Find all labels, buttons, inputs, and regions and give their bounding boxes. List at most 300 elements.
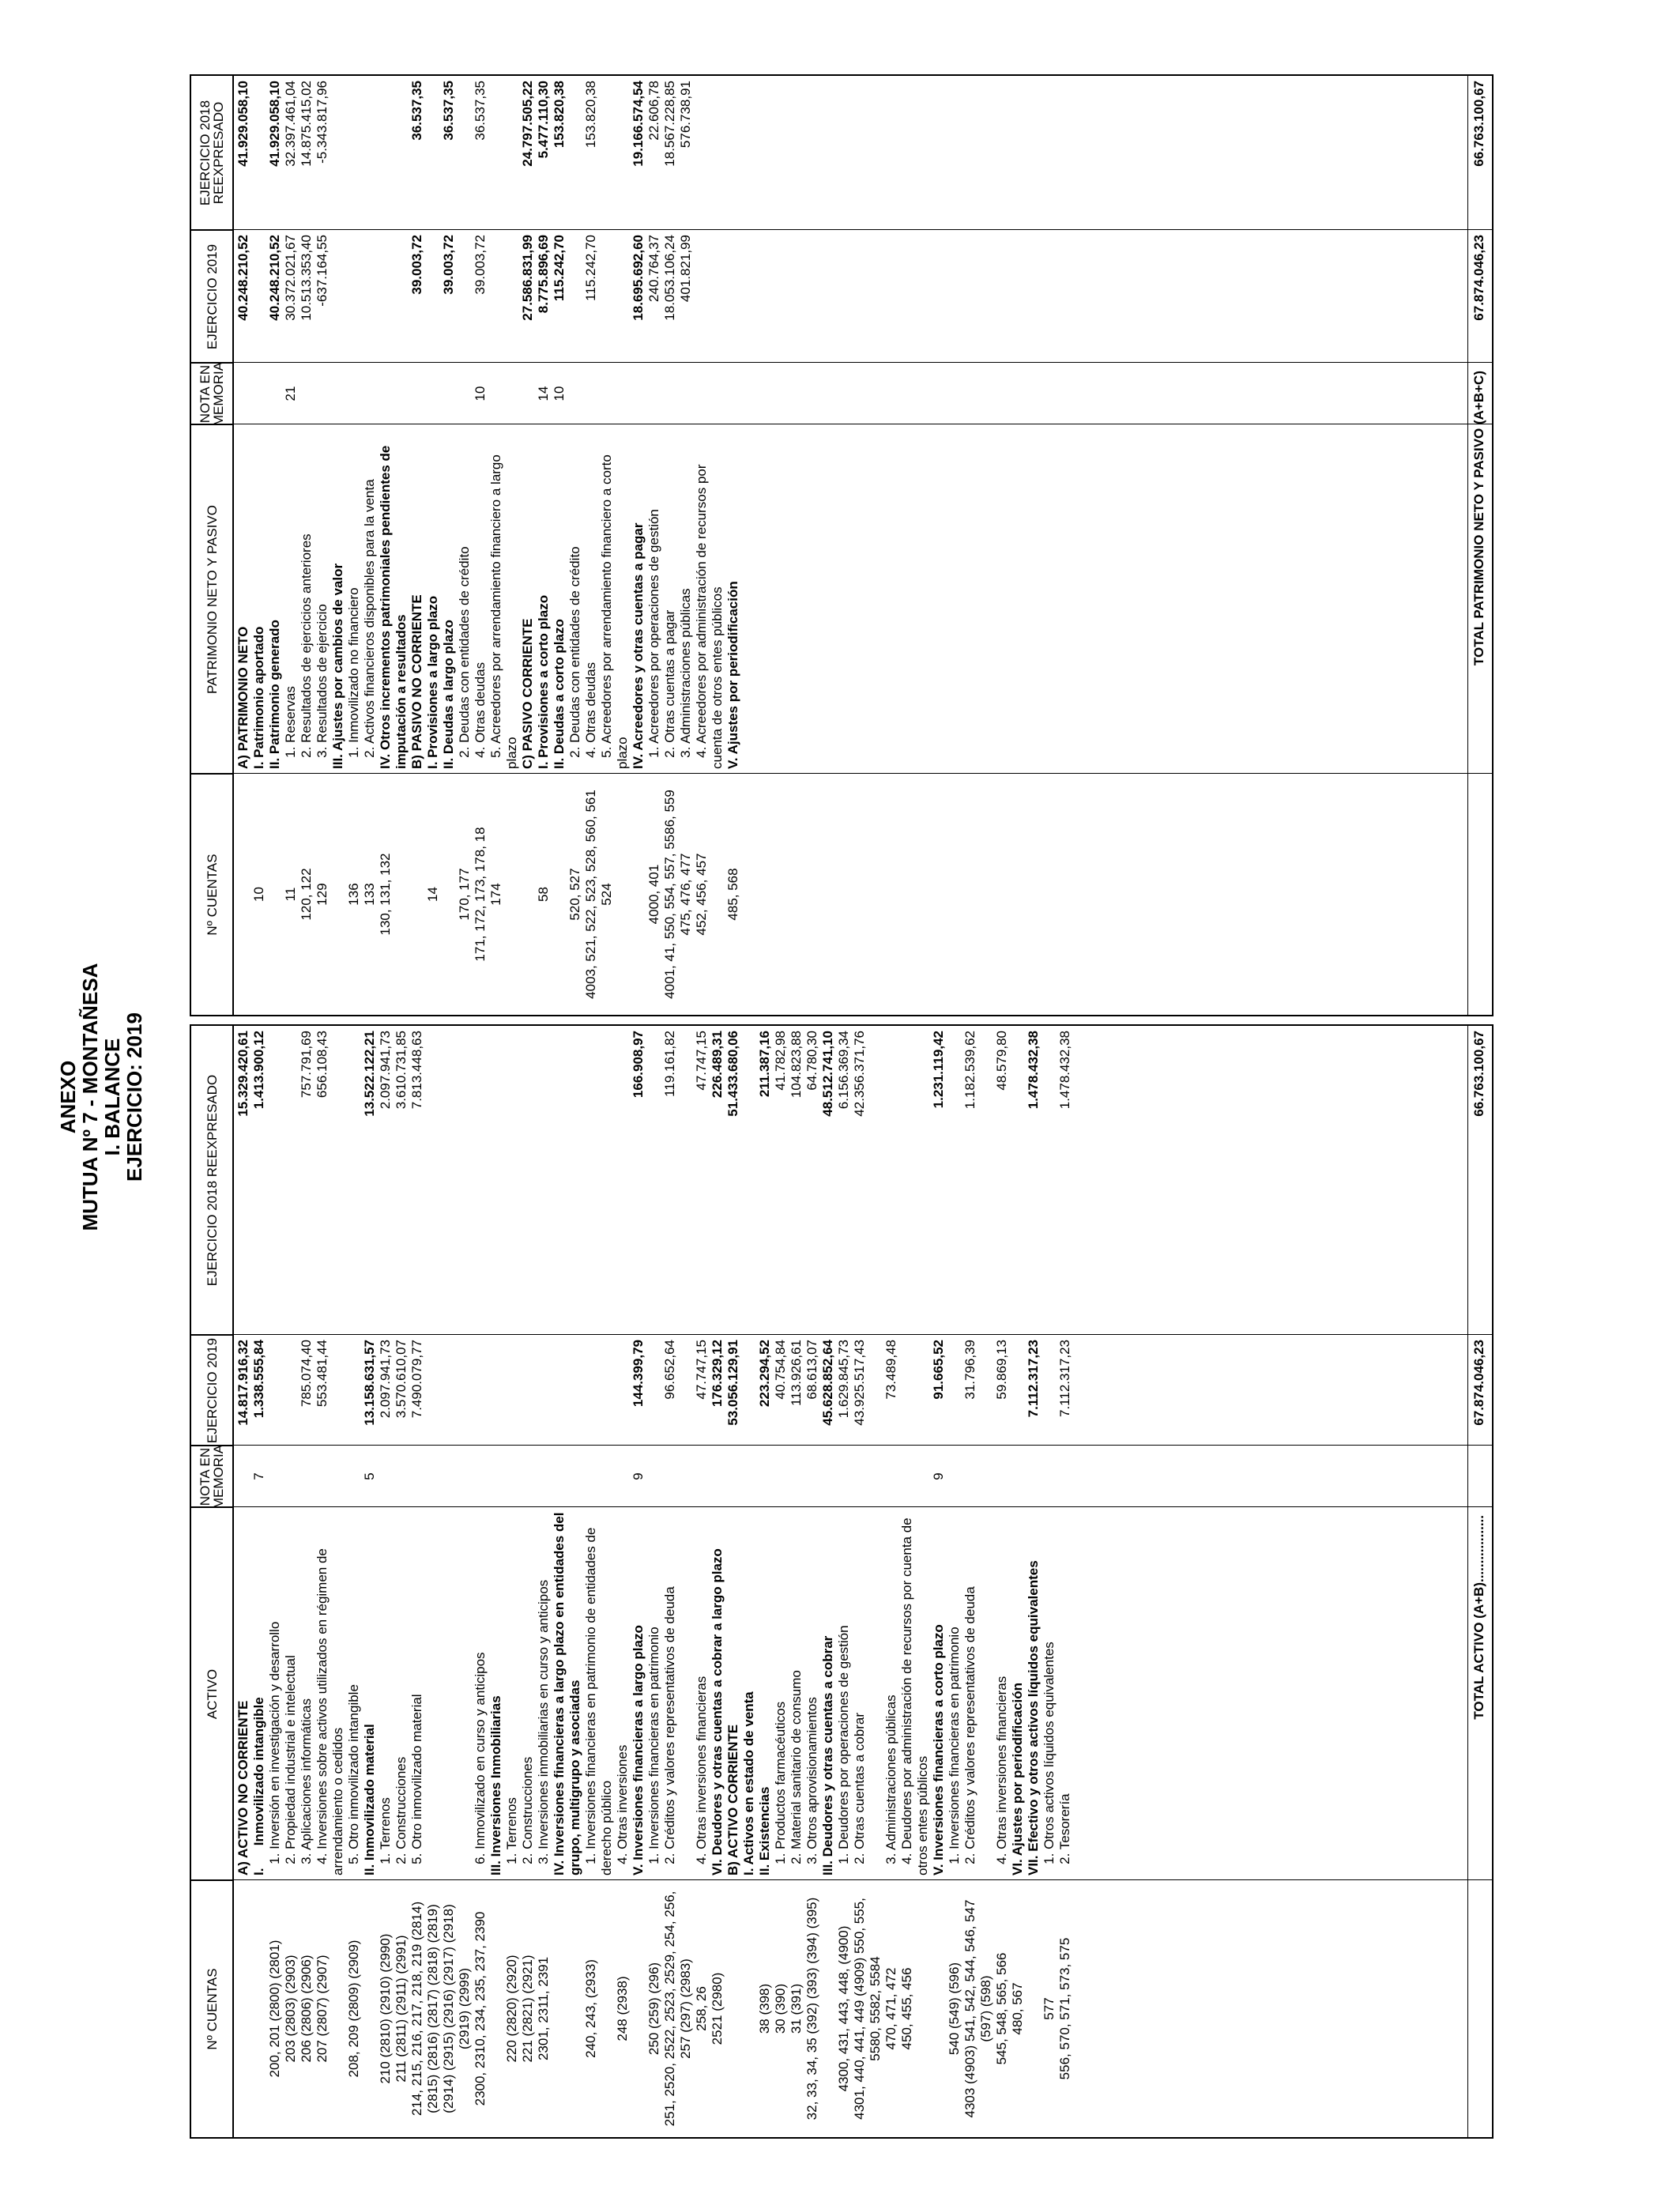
pasivo-row — [488, 76, 520, 1015]
line-item-label: 2. Deudas con entidades de crédito — [457, 546, 472, 769]
amount-2019: 223.294,52 — [757, 1340, 772, 1408]
account-codes: 10 — [251, 887, 266, 902]
activo-table — [190, 1024, 1494, 2139]
activo-row — [962, 1026, 994, 2137]
line-item-label: 1. Deudores por operaciones de gestión — [836, 1625, 851, 1875]
amount-2018: 51.433.680,06 — [725, 1031, 740, 1117]
heading-year: EJERCICIO: 2019 — [122, 1012, 146, 1182]
line-item-label: 4. Acreedores por administración de recursos por cuenta de otros entes públicos — [694, 460, 725, 769]
amount-2019: 8.775.896,69 — [536, 235, 551, 314]
activo-row — [947, 1026, 962, 2137]
account-codes: 520, 527 — [567, 868, 582, 921]
amount-2018: 36.537,35 — [441, 81, 456, 141]
account-codes — [552, 774, 567, 1015]
line-item-label: I. Inmovilizado intangible — [251, 1697, 266, 1875]
account-codes — [330, 774, 346, 1015]
pasivo-row — [567, 76, 583, 1015]
amount-2019: 7.112.317,23 — [1026, 1340, 1041, 1418]
account-codes: 577 — [1042, 1997, 1057, 2020]
amount-2019: 27.586.831,99 — [520, 235, 535, 321]
activo-row — [473, 1026, 488, 2137]
amount-2019: 40.248.210,52 — [267, 235, 282, 321]
activo-row — [520, 1026, 536, 2137]
amount-2019: 115.242,70 — [583, 235, 598, 301]
amount-2019: 7.112.317,23 — [1057, 1340, 1072, 1417]
amount-2018: 119.161,82 — [662, 1031, 677, 1097]
account-codes — [552, 1880, 583, 2137]
pasivo-row — [583, 76, 599, 1015]
amount-2018: 15.329.420,61 — [235, 1031, 250, 1117]
memo-note: 10 — [552, 386, 567, 401]
pasivo-total-label: TOTAL PATRIMONIO NETO Y PASIVO (A+B+C) — [1471, 371, 1486, 666]
header-nota: NOTA EN MEMORIA — [191, 363, 232, 424]
amount-2019: 30.372.021,67 — [283, 235, 298, 321]
account-codes: 2521 (2980) — [710, 1972, 725, 2045]
line-item-label: 1. Inversión en investigación y desarrollo — [267, 1621, 282, 1875]
line-item-label: 4. Otras inversiones financieras — [694, 1676, 709, 1875]
pasivo-row — [473, 76, 488, 1015]
account-codes — [820, 1880, 836, 2137]
amount-2018: 36.537,35 — [473, 81, 488, 141]
line-item-label: C) PASIVO CORRIENTE — [520, 618, 535, 769]
amount-2018: 41.929.058,10 — [235, 81, 250, 167]
line-item-label: VI. Deudores y otras cuentas a cobrar a largo plazo — [710, 1548, 725, 1875]
line-item-label: VI. Ajustes por periodificación — [1010, 1682, 1025, 1875]
line-item-label: III. Ajustes por cambios de valor — [330, 563, 345, 769]
line-item-label: 3. Aplicaciones informáticas — [299, 1698, 314, 1875]
amount-2018: 41.782,98 — [773, 1031, 788, 1091]
account-codes: 171, 172, 173, 178, 18 — [473, 827, 488, 962]
line-item-label: III. Inversiones Inmobiliarias — [488, 1695, 503, 1875]
activo-row — [883, 1026, 899, 2137]
amount-2018: 36.537,35 — [409, 81, 424, 141]
pasivo-table — [190, 74, 1494, 1016]
line-item-label: 5. Otro inmovilizado material — [409, 1694, 424, 1875]
amount-2018: 153.820,38 — [552, 81, 567, 149]
activo-rows — [235, 1026, 1492, 2137]
line-item-label: IV. Inversiones financieras a largo plazo en entidades del grupo, multigrupo y asociadas — [552, 1508, 582, 1875]
line-item-label: II. Deudas a corto plazo — [552, 619, 567, 769]
activo-row — [315, 1026, 346, 2137]
account-codes: 2301, 2311, 2391 — [536, 1956, 551, 2061]
amount-2018: 1.182.539,62 — [962, 1031, 977, 1110]
line-item-label: 1. Terrenos — [378, 1797, 393, 1875]
account-codes: 120, 122 — [299, 868, 314, 921]
amount-2018: 48.579,80 — [994, 1031, 1009, 1091]
pasivo-row — [299, 76, 315, 1015]
activo-total-label: TOTAL ACTIVO (A+B).................. — [1471, 1515, 1486, 1720]
amount-2019: 240.764,37 — [646, 235, 661, 303]
line-item-label: 1. Inversiones financieras en patrimonio — [947, 1627, 962, 1875]
line-item-label: I. Activos en estado de venta — [741, 1691, 756, 1875]
line-item-label: 4. Otras deudas — [583, 662, 598, 769]
activo-row — [694, 1026, 710, 2137]
pasivo-row — [425, 76, 441, 1015]
memo-note: 9 — [931, 1472, 946, 1480]
line-item-label: 2. Deudas con entidades de crédito — [567, 546, 582, 769]
account-codes: 524 — [599, 883, 614, 906]
activo-row — [646, 1026, 662, 2137]
line-item-label: 4. Otras inversiones financieras — [994, 1676, 1009, 1875]
activo-row — [552, 1026, 583, 2137]
amount-2018: 22.606,78 — [646, 81, 661, 141]
amount-2019: 1.629.845,73 — [836, 1340, 851, 1419]
pasivo-row — [646, 76, 662, 1015]
account-codes: 240, 243, (2933) — [583, 1959, 598, 2058]
amount-2018: 6.156.369,34 — [836, 1031, 851, 1110]
pasivo-row — [599, 76, 631, 1015]
account-codes: 14 — [425, 887, 440, 902]
line-item-label: 2. Créditos y valores representativos de deuda — [662, 1586, 677, 1875]
amount-2018: 166.908,97 — [631, 1031, 646, 1099]
account-codes: 251, 2520, 2522, 2523, 2529, 254, 256, 257 (297) (2983) — [662, 1887, 693, 2127]
line-item-label: B) ACTIVO CORRIENTE — [725, 1724, 740, 1875]
line-item-label: 1. Terrenos — [504, 1797, 519, 1875]
line-item-label: 2. Construcciones — [520, 1756, 535, 1875]
activo-row — [346, 1026, 362, 2137]
activo-row — [267, 1026, 283, 2137]
account-codes: 4300, 431, 443, 448, (4900) — [836, 1925, 851, 2092]
activo-total-row — [1467, 1026, 1492, 2137]
line-item-label: 3. Otros aprovisionamientos — [804, 1697, 819, 1875]
amount-2018: 32.397.461,04 — [283, 81, 298, 167]
memo-note: 7 — [251, 1472, 266, 1480]
activo-row — [789, 1026, 804, 2137]
header-ej2018: EJERCICIO 2018 REEXPRESADO — [204, 1074, 220, 1287]
amount-2018: 64.780,30 — [804, 1031, 819, 1091]
account-codes — [251, 1880, 267, 2137]
amount-2018: 656.108,43 — [315, 1031, 330, 1099]
account-codes: 130, 131, 132 — [378, 853, 393, 936]
account-codes — [631, 1880, 646, 2137]
activo-row — [931, 1026, 947, 2137]
amount-2019: 1.338.555,84 — [251, 1340, 266, 1419]
amount-2019: 39.003,72 — [441, 235, 456, 295]
account-codes: 452, 456, 457 — [694, 853, 709, 936]
account-codes: 4001, 41, 550, 554, 557, 5586, 559 — [662, 790, 677, 999]
amount-2019: 96.652,64 — [662, 1340, 677, 1400]
pasivo-total-2019: 67.874.046,23 — [1471, 235, 1486, 321]
amount-2018: 1.231.119,42 — [931, 1031, 946, 1109]
line-item-label: 3. Administraciones públicas — [678, 588, 693, 769]
pasivo-total-2018: 66.763.100,67 — [1471, 81, 1486, 167]
account-codes: 545, 548, 565, 566 — [994, 1952, 1009, 2065]
line-item-label: 6. Inmovilizado en curso y anticipos — [473, 1652, 488, 1875]
pasivo-row — [283, 76, 299, 1015]
activo-row — [1057, 1026, 1073, 2137]
line-item-label: 2. Tesorería — [1057, 1793, 1072, 1875]
activo-row — [251, 1026, 267, 2137]
header-ej2019: EJERCICIO 2019 — [191, 1335, 232, 1446]
activo-row — [615, 1026, 631, 2137]
pasivo-row — [330, 76, 346, 1015]
amount-2019: 10.513.353,40 — [299, 235, 314, 321]
page-heading — [57, 0, 145, 2194]
account-codes — [931, 1880, 947, 2137]
activo-row — [394, 1026, 409, 2137]
line-item-label: II. Patrimonio generado — [267, 620, 282, 769]
line-item-label: 2. Construcciones — [394, 1756, 409, 1875]
account-codes: 58 — [536, 887, 551, 902]
amount-2018: 19.166.574,54 — [631, 81, 646, 167]
account-codes: 4000, 401 — [646, 864, 661, 925]
amount-2019: 2.097.941,73 — [378, 1340, 393, 1419]
amount-2018: 41.929.058,10 — [267, 81, 282, 167]
amount-2019: 7.490.079,77 — [409, 1340, 424, 1419]
account-codes: 38 (398) — [757, 1983, 772, 2034]
account-codes: 32, 33, 34, 35 (392) (393) (394) (395) — [804, 1897, 819, 2120]
line-item-label: 2. Material sanitario de consumo — [789, 1670, 804, 1875]
account-codes: 30 (390) — [773, 1983, 788, 2034]
activo-row — [836, 1026, 852, 2137]
account-codes: 214, 215, 216, 217, 218, 219 (2814) (2815) (2816) (2817) (2818) (2819) (2914) (2915) (2916) (2917) (2918) (2919) (2999) — [409, 1898, 472, 2117]
amount-2019: 40.248.210,52 — [235, 235, 250, 321]
account-codes — [741, 1880, 757, 2137]
activo-row — [1026, 1026, 1042, 2137]
activo-row — [852, 1026, 883, 2137]
pasivo-row — [346, 76, 362, 1015]
amount-2019: 401.821,99 — [678, 235, 693, 303]
activo-row — [362, 1026, 378, 2137]
header-pasivo: PATRIMONIO NETO Y PASIVO — [191, 424, 232, 774]
heading-annex: ANEXO — [56, 1060, 80, 1134]
amount-2019: 68.613,07 — [804, 1340, 819, 1400]
account-codes: 4301, 440, 441, 449 (4909) 550, 555, 5580, 5582, 5584 — [852, 1894, 883, 2120]
activo-row — [773, 1026, 789, 2137]
activo-row — [488, 1026, 504, 2137]
pasivo-row — [441, 76, 457, 1015]
account-codes — [520, 774, 536, 1015]
pasivo-row — [378, 76, 409, 1015]
activo-row — [409, 1026, 473, 2137]
activo-row — [536, 1026, 552, 2137]
account-codes: 485, 568 — [725, 868, 740, 921]
pasivo-row — [520, 76, 536, 1015]
activo-row — [631, 1026, 646, 2137]
amount-2018: 153.820,38 — [583, 81, 598, 149]
line-item-label: 4. Deudores por administración de recursos por cuenta de otros entes públicos — [899, 1514, 930, 1875]
amount-2019: 47.747,15 — [694, 1340, 709, 1400]
header-cuentas: Nº CUENTAS — [191, 1880, 232, 2137]
amount-2019: 144.399,79 — [631, 1340, 646, 1408]
header-ej2019: EJERCICIO 2019 — [191, 230, 232, 363]
account-codes: 556, 570, 571, 573, 575 — [1057, 1937, 1072, 2080]
line-item-label: 5. Acreedores por arrendamiento financiero a corto plazo — [599, 450, 630, 769]
line-item-label: V. Ajustes por periodificación — [725, 581, 740, 769]
pasivo-row — [267, 76, 283, 1015]
line-item-label: A) PATRIMONIO NETO — [235, 626, 250, 769]
account-codes: 2300, 2310, 234, 235, 237, 2390 — [473, 1911, 488, 2106]
account-codes: 133 — [362, 883, 377, 906]
amount-2019: 18.695.692,60 — [631, 235, 646, 321]
line-item-label: 5. Otro inmovilizado intangible — [346, 1684, 361, 1875]
amount-2019: 45.628.852,64 — [820, 1340, 835, 1426]
amount-2019: 39.003,72 — [409, 235, 424, 295]
line-item-label: 1. Inmovilizado no financiero — [346, 587, 361, 769]
pasivo-row — [362, 76, 378, 1015]
line-item-label: 2. Créditos y valores representativos de deuda — [962, 1586, 977, 1875]
account-codes: 450, 455, 456 — [899, 1967, 914, 2050]
line-item-label: 3. Resultados de ejercicio — [315, 604, 330, 769]
amount-2018: -5.343.817,96 — [315, 81, 330, 164]
line-item-label: 1. Inversiones financieras en patrimonio — [646, 1627, 661, 1875]
activo-row — [741, 1026, 757, 2137]
account-codes: 206 (2806) (2906) — [299, 1955, 314, 2063]
account-codes: 4003, 521, 522, 523, 528, 560, 561 — [583, 790, 598, 999]
line-item-label: 1. Acreedores por operaciones de gestión — [646, 509, 661, 769]
activo-row — [725, 1026, 741, 2137]
amount-2019: 40.754,84 — [773, 1340, 788, 1400]
amount-2019: 59.869,13 — [994, 1340, 1009, 1400]
amount-2018: 42.356.371,76 — [852, 1031, 867, 1117]
amount-2019: 115.242,70 — [552, 235, 567, 302]
pasivo-row — [235, 76, 251, 1015]
amount-2018: 1.478.432,38 — [1057, 1031, 1072, 1110]
line-item-label: I. Provisiones a largo plazo — [425, 595, 440, 769]
amount-2018: 5.477.110,30 — [536, 81, 551, 159]
activo-row — [583, 1026, 615, 2137]
amount-2018: 3.610.731,85 — [394, 1031, 409, 1110]
amount-2019: 53.056.129,91 — [725, 1340, 740, 1426]
account-codes — [1026, 1880, 1042, 2137]
line-item-label: 3. Inversiones inmobiliarias en curso y anticipos — [536, 1579, 551, 1875]
activo-row — [757, 1026, 773, 2137]
amount-2019: 3.570.610,07 — [394, 1340, 409, 1419]
line-item-label: A) ACTIVO NO CORRIENTE — [235, 1700, 250, 1875]
amount-2019: 113.926,61 — [789, 1340, 804, 1406]
activo-total-2018: 66.763.100,67 — [1471, 1031, 1486, 1117]
amount-2018: 576.738,91 — [678, 81, 693, 149]
account-codes — [725, 1880, 741, 2137]
amount-2019: 91.665,52 — [931, 1340, 946, 1400]
header-cuentas: Nº CUENTAS — [191, 774, 232, 1015]
amount-2018: 13.522.122,21 — [362, 1031, 377, 1117]
pasivo-row — [315, 76, 330, 1015]
line-item-label: V. Inversiones financieras a largo plazo — [631, 1625, 646, 1875]
amount-2019: -637.164,55 — [315, 235, 330, 307]
account-codes — [409, 774, 425, 1015]
memo-note: 21 — [283, 386, 298, 401]
amount-2019: 14.817.916,32 — [235, 1340, 250, 1426]
account-codes: 221 (2821) (2921) — [520, 1955, 535, 2063]
amount-2018: 2.097.941,73 — [378, 1031, 393, 1110]
amount-2018: 18.567.228,85 — [662, 81, 677, 167]
account-codes: 4303 (4903) 541, 542, 544, 546, 547 (597) (598) — [962, 1895, 993, 2118]
activo-row — [283, 1026, 299, 2137]
account-codes: 211 (2811) (2911) (2991) — [394, 1935, 409, 2083]
activo-row — [1042, 1026, 1057, 2137]
pasivo-row — [662, 76, 678, 1015]
line-item-label: IV. Otros incrementos patrimoniales pendientes de imputación a resultados — [378, 441, 409, 769]
account-codes: 248 (2938) — [615, 1976, 630, 2041]
account-codes: 170, 177 — [457, 868, 472, 921]
line-item-label: 1. Productos farmacéuticos — [773, 1701, 788, 1875]
line-item-label: III. Deudores y otras cuentas a cobrar — [820, 1635, 835, 1875]
pasivo-header — [191, 76, 234, 1015]
line-item-label: 2. Otras cuentas a cobrar — [852, 1713, 867, 1875]
amount-2018: 7.813.448,63 — [409, 1031, 424, 1110]
account-codes: 475, 476, 477 — [678, 853, 693, 936]
activo-row — [804, 1026, 820, 2137]
account-codes: 220 (2820) (2920) — [504, 1955, 519, 2063]
line-item-label: V. Inversiones financieras a corto plazo — [931, 1624, 946, 1875]
pasivo-total-row — [1467, 76, 1492, 1015]
heading-report: I. BALANCE — [100, 1038, 124, 1156]
activo-row — [299, 1026, 315, 2137]
account-codes — [235, 774, 251, 1015]
activo-row — [662, 1026, 694, 2137]
amount-2018: 757.791,69 — [299, 1031, 314, 1099]
amount-2018: 1.413.900,12 — [251, 1031, 266, 1110]
line-item-label: 2. Activos financieros disponibles para la venta — [362, 479, 377, 769]
account-codes: 174 — [488, 883, 503, 906]
header-activo: ACTIVO — [191, 1507, 232, 1880]
line-item-label: 1. Inversiones financieras en patrimonio de entidades de derecho público — [583, 1523, 614, 1875]
line-item-label: IV. Acreedores y otras cuentas a pagar — [631, 522, 646, 769]
account-codes: 540 (549) (596) — [947, 1962, 962, 2056]
account-codes — [488, 1880, 504, 2137]
pasivo-row — [631, 76, 646, 1015]
line-item-label: I. Patrimonio aportado — [251, 626, 266, 769]
amount-2018: 226.489,31 — [710, 1031, 725, 1099]
activo-header — [191, 1026, 234, 2137]
memo-note: 14 — [536, 386, 551, 401]
account-codes: 203 (2803) (2903) — [283, 1955, 298, 2063]
activo-row — [504, 1026, 520, 2137]
account-codes: 136 — [346, 883, 361, 906]
header-ej2018: EJERCICIO 2018 REEXPRESADO — [198, 100, 226, 206]
account-codes: 210 (2810) (2910) (2990) — [378, 1933, 393, 2084]
account-codes: 470, 471, 472 — [883, 1967, 898, 2050]
line-item-label: 1. Otros activos líquidos equivalentes — [1042, 1642, 1057, 1875]
pasivo-row — [552, 76, 567, 1015]
amount-2018: 1.478.432,38 — [1026, 1031, 1041, 1110]
pasivo-row — [536, 76, 552, 1015]
line-item-label: 4. Otras deudas — [473, 662, 488, 769]
amount-2019: 176.329,12 — [710, 1340, 725, 1408]
account-codes — [441, 774, 457, 1015]
pasivo-row — [251, 76, 267, 1015]
line-item-label: I. Provisiones a corto plazo — [536, 594, 551, 769]
account-codes: 129 — [315, 883, 330, 906]
amount-2018: 104.823,88 — [789, 1031, 804, 1099]
activo-row — [994, 1026, 1010, 2137]
account-codes — [235, 1880, 251, 2137]
account-codes: 480, 567 — [1010, 1982, 1025, 2035]
pasivo-row — [725, 76, 741, 1015]
amount-2018: 47.747,15 — [694, 1031, 709, 1091]
account-codes: 31 (391) — [789, 1983, 804, 2034]
amount-2019: 785.074,40 — [299, 1340, 314, 1408]
line-item-label: VII. Efectivo y otros activos líquidos equivalentes — [1026, 1560, 1041, 1875]
activo-row — [710, 1026, 725, 2137]
pasivo-row — [457, 76, 473, 1015]
amount-2018: 48.512.741,10 — [820, 1031, 835, 1117]
activo-row — [820, 1026, 836, 2137]
amount-2019: 18.053.106,24 — [662, 235, 677, 321]
activo-total-2019: 67.874.046,23 — [1471, 1340, 1486, 1426]
account-codes: 258, 26 — [694, 1986, 709, 2031]
activo-row — [235, 1026, 251, 2137]
memo-note: 9 — [631, 1472, 646, 1480]
amount-2019: 31.796,39 — [962, 1340, 977, 1400]
header-nota: NOTA EN MEMORIA — [191, 1446, 232, 1507]
line-item-label: II. Deudas a largo plazo — [441, 620, 456, 769]
account-codes: 250 (259) (296) — [646, 1962, 661, 2056]
account-codes: 11 — [283, 887, 298, 902]
line-item-label: II. Existencias — [757, 1786, 772, 1875]
account-codes — [267, 774, 283, 1015]
